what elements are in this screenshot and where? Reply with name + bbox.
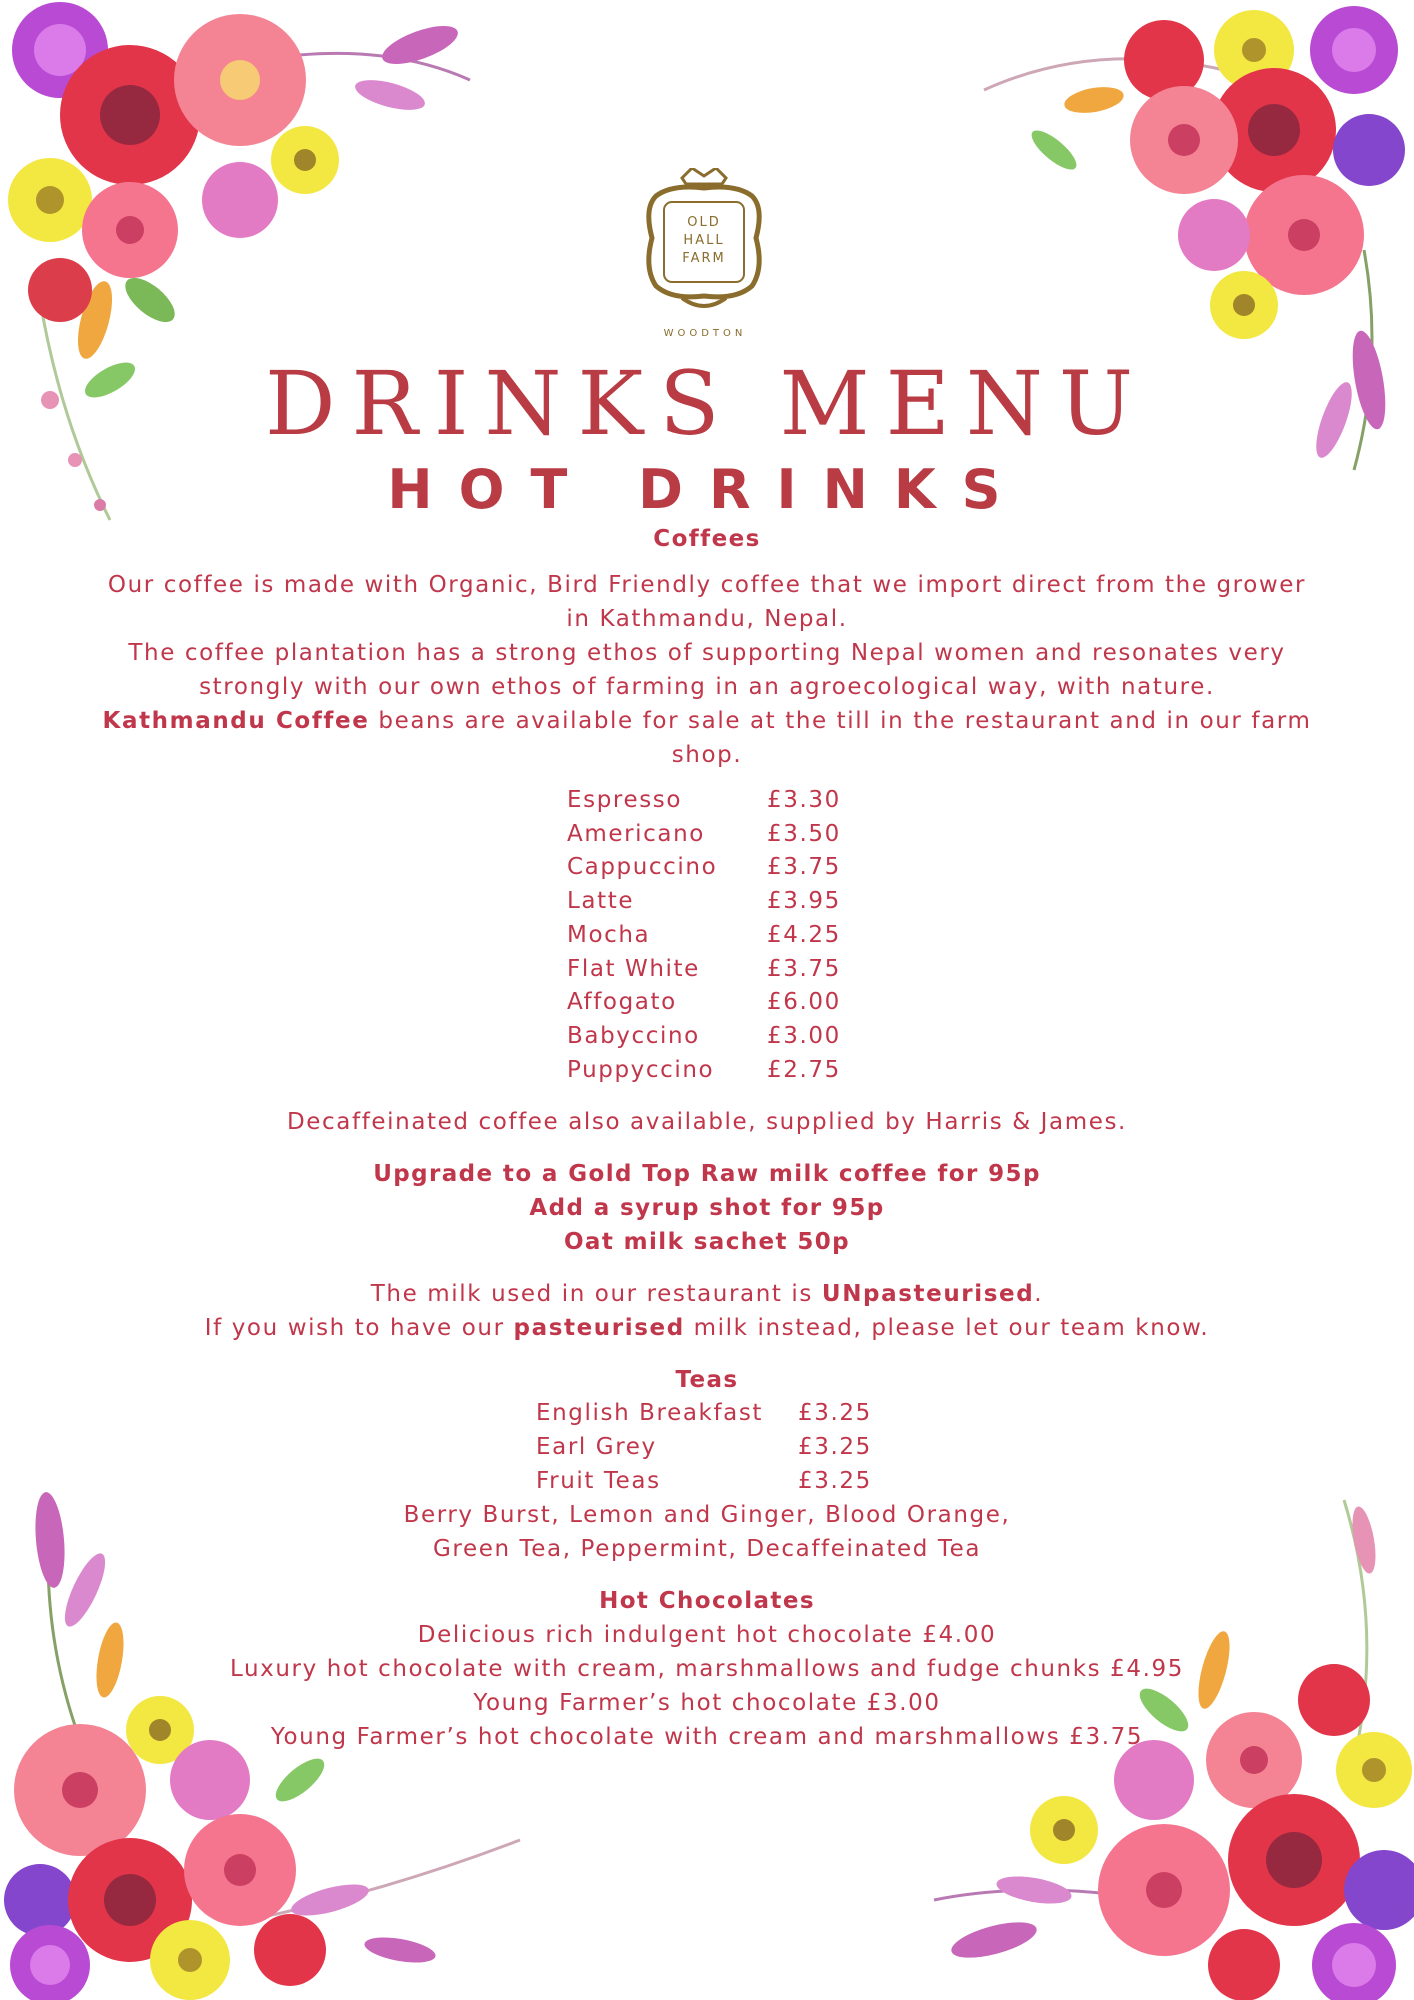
hot-chocolate-item: Delicious rich indulgent hot chocolate £4.00 bbox=[417, 1622, 997, 1649]
price-row bbox=[567, 986, 847, 1020]
logo-line-2: HALL bbox=[683, 233, 725, 248]
unpasteurised-label: UNpasteurised bbox=[821, 1281, 1035, 1308]
old-hall-farm-logo bbox=[642, 168, 766, 318]
item-name: Affogato bbox=[567, 989, 677, 1016]
menu-content bbox=[100, 522, 1314, 1754]
coffees-heading: Coffees bbox=[653, 526, 761, 552]
upgrade-line: Add a syrup shot for 95p bbox=[529, 1195, 885, 1222]
pasteurised-label: pasteurised bbox=[513, 1315, 685, 1342]
price-row bbox=[567, 784, 847, 818]
tea-flavours-1: Berry Burst, Lemon and Ginger, Blood Orange, bbox=[403, 1502, 1011, 1529]
price-row bbox=[567, 1020, 847, 1054]
tea-price-list bbox=[536, 1397, 878, 1498]
coffee-intro-3-rest: beans are available for sale at the till in the restaurant and in our farm shop. bbox=[369, 708, 1312, 768]
item-name: Flat White bbox=[567, 955, 700, 982]
hot-chocolates-heading: Hot Chocolates bbox=[599, 1588, 815, 1615]
item-name: Puppyccino bbox=[567, 1056, 715, 1083]
item-price: £4.25 bbox=[767, 921, 841, 948]
item-name: Mocha bbox=[567, 921, 651, 948]
item-name: Latte bbox=[567, 888, 635, 915]
logo-line-3: FARM bbox=[682, 251, 726, 266]
item-price: £3.25 bbox=[798, 1434, 872, 1461]
logo-location: WOODTON bbox=[663, 328, 747, 339]
item-price: £3.95 bbox=[767, 888, 841, 915]
decaf-note: Decaffeinated coffee also available, supplied by Harris & James. bbox=[287, 1109, 1127, 1136]
price-row bbox=[567, 818, 847, 852]
item-name: Espresso bbox=[567, 787, 683, 813]
item-name: Fruit Teas bbox=[536, 1467, 661, 1494]
item-name: Babyccino bbox=[567, 1022, 700, 1049]
hot-chocolate-item: Young Farmer’s hot chocolate with cream and marshmallows £3.75 bbox=[270, 1724, 1144, 1751]
page-title: DRINKS MENU bbox=[264, 352, 1150, 455]
coffee-intro-3 bbox=[100, 704, 1314, 772]
price-row bbox=[536, 1465, 878, 1499]
item-price: £6.00 bbox=[767, 989, 841, 1016]
item-price: £3.00 bbox=[767, 1022, 841, 1049]
tea-flavours-2: Green Tea, Peppermint, Decaffeinated Tea bbox=[432, 1536, 982, 1563]
kathmandu-coffee-label: Kathmandu Coffee bbox=[102, 708, 370, 734]
price-row bbox=[567, 851, 847, 885]
item-price: £3.25 bbox=[798, 1400, 872, 1427]
item-name: Earl Grey bbox=[536, 1434, 657, 1461]
item-price: £3.75 bbox=[767, 854, 841, 881]
coffee-price-list bbox=[567, 784, 847, 1087]
item-price: £2.75 bbox=[767, 1056, 841, 1083]
teas-heading: Teas bbox=[675, 1367, 739, 1394]
hot-chocolate-item: Young Farmer’s hot chocolate £3.00 bbox=[473, 1690, 941, 1717]
item-name: English Breakfast bbox=[536, 1400, 764, 1427]
milk-note-2 bbox=[100, 1311, 1314, 1345]
milk-note-2-text: If you wish to have our bbox=[204, 1315, 514, 1342]
item-price: £3.30 bbox=[767, 787, 841, 813]
price-row bbox=[567, 885, 847, 919]
price-row bbox=[567, 919, 847, 953]
milk-note-1 bbox=[100, 1277, 1314, 1311]
price-row bbox=[536, 1397, 878, 1431]
price-row bbox=[567, 953, 847, 987]
price-row bbox=[536, 1431, 878, 1465]
item-price: £3.75 bbox=[767, 955, 841, 982]
milk-note-2-end: milk instead, please let our team know. bbox=[684, 1315, 1210, 1342]
milk-note-1-text: The milk used in our restaurant is bbox=[370, 1281, 822, 1308]
milk-note-1-end: . bbox=[1034, 1281, 1044, 1308]
coffee-intro bbox=[100, 568, 1314, 772]
item-price: £3.50 bbox=[767, 820, 841, 847]
upgrade-line: Oat milk sachet 50p bbox=[563, 1229, 850, 1256]
section-title-hot-drinks: HOT DRINKS bbox=[387, 458, 1027, 521]
coffee-intro-2: The coffee plantation has a strong ethos of supporting Nepal women and resonates very strongly with our own ethos of farming in an agroecological way, with nature. bbox=[128, 640, 1286, 700]
upgrade-line: Upgrade to a Gold Top Raw milk coffee for 95p bbox=[373, 1161, 1041, 1188]
coffee-intro-1: Our coffee is made with Organic, Bird Friendly coffee that we import direct from the grower in Kathmandu, Nepal. bbox=[107, 572, 1307, 632]
item-name: Cappuccino bbox=[567, 854, 718, 881]
hot-chocolate-item: Luxury hot chocolate with cream, marshmallows and fudge chunks £4.95 bbox=[229, 1656, 1184, 1683]
item-price: £3.25 bbox=[798, 1467, 872, 1494]
item-name: Americano bbox=[567, 820, 705, 847]
logo-line-1: OLD bbox=[687, 215, 721, 230]
price-row bbox=[567, 1054, 847, 1088]
